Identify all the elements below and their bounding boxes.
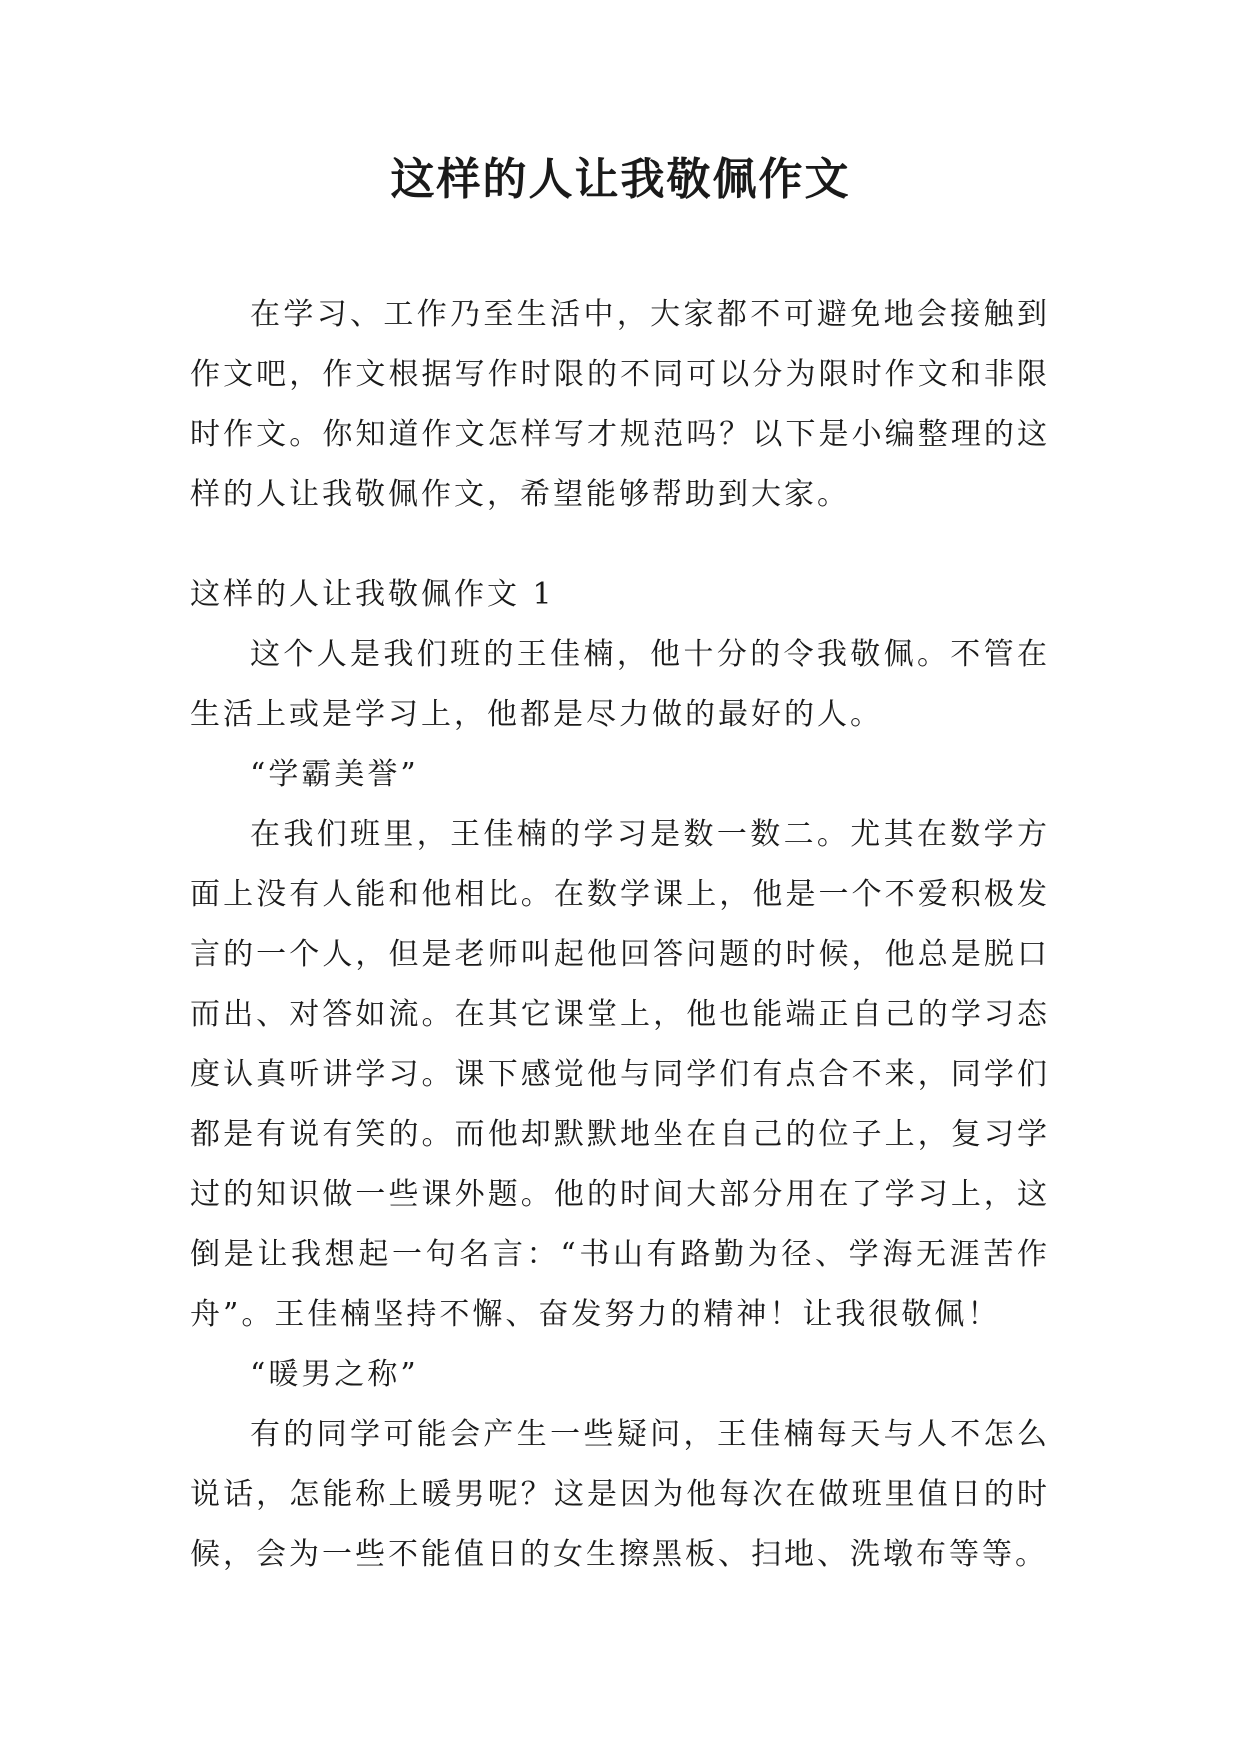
subheading-xueba: “学霸美誉” [250, 757, 419, 792]
section-heading: 这样的人让我敬佩作文 1 [190, 577, 555, 612]
document-title: 这样的人让我敬佩作文 [390, 154, 851, 205]
document-body [190, 285, 1050, 1585]
body-paragraph-2: 在我们班里，王佳楠的学习是数一数二。尤其在数学方面上没有人能和他相比。在数学课上，他是一个不爱积极发言的一个人，但是老师叫起他回答问题的时候，他总是脱口而出、对答如流。在其它课堂上，他也能端正自己的学习态度认真听讲学习。课下感觉他与同学们有点合不来，同学们都是有说有笑的。而他却默默地坐在自己的位子上，复习学过的知识做一些课外题。他的时间大部分用在了学习上，这倒是让我想起一句名言：“书山有路勤为径、学海无涯苦作舟”。王佳楠坚持不懈、奋发努力的精神！让我很敬佩！ [190, 817, 1050, 1332]
body-paragraph-3: 有的同学可能会产生一些疑问，王佳楠每天与人不怎么说话，怎能称上暖男呢？这是因为他每次在做班里值日的时候，会为一些不能值日的女生擦黑板、扫地、洗墩布等等。 [190, 1417, 1050, 1572]
body-paragraph-1: 这个人是我们班的王佳楠，他十分的令我敬佩。不管在生活上或是学习上，他都是尽力做的最好的人。 [190, 637, 1050, 732]
intro-paragraph: 在学习、工作乃至生活中，大家都不可避免地会接触到作文吧，作文根据写作时限的不同可以分为限时作文和非限时作文。你知道作文怎样写才规范吗？以下是小编整理的这样的人让我敬佩作文，希望能够帮助到大家。 [190, 297, 1050, 512]
subheading-nuannan: “暖男之称” [250, 1357, 419, 1392]
